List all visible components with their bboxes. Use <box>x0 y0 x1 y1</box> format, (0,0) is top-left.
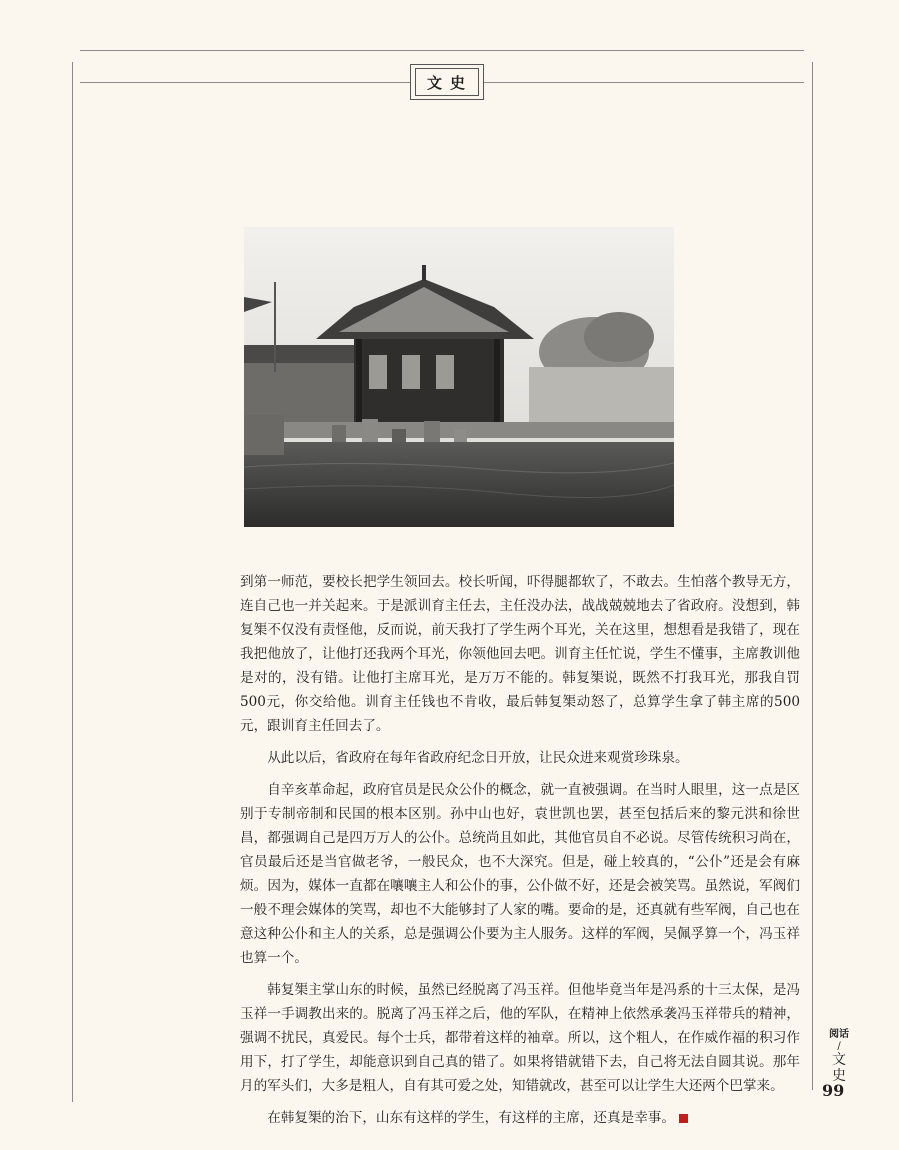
left-rule <box>72 62 73 1102</box>
final-paragraph <box>240 1106 800 1130</box>
page-number: 99 <box>822 1081 845 1100</box>
section-badge <box>410 64 484 100</box>
paragraph: 从此以后，省政府在每年省政府纪念日开放，让民众进来观赏珍珠泉。 <box>267 750 689 766</box>
paragraph: 到第一师范，要校长把学生领回去。校长听闻，吓得腿都软了，不敢去。生怕落个教导无方，连自己也一并关起来。于是派训育主任去，主任没办法，战战兢兢地去了省政府。没想到，韩复榘不仅没有责怪他，反而说，前天我打了学生两个耳光，关在这里，想想看是我错了，现在我把他放了，让他打还我两个耳光，你领他回去吧。训育主任忙说，学生不懂事，主席教训他是对的，没有错。让他打主席耳光，是万万不能的。韩复榘说，既然不打我耳光，那我自罚500元，你交给他。训育主任钱也不肯收，最后韩复榘动怒了，总算学生拿了韩主席的500元，跟训育主任回去了。 <box>240 574 800 734</box>
article-body <box>240 570 800 1138</box>
paragraph: 韩复榘主掌山东的时候，虽然已经脱离了冯玉祥。但他毕竟当年是冯系的十三太保，是冯玉祥一手调教出来的。脱离了冯玉祥之后，他的军队，在精神上依然承袭冯玉祥带兵的精神，强调不扰民，真爱民。每个士兵，都带着这样的袖章。所以，这个粗人，在作威作福的积习作用下，打了学生，却能意识到自己真的错了。如果将错就错下去，自己将无法自圆其说。那年月的军头们，大多是粗人，自有其可爱之处，知错就改，甚至可以让学生大还两个巴掌来。 <box>240 982 800 1094</box>
column-label-b: 文史 <box>832 1052 846 1084</box>
pavilion-photo-icon <box>244 227 674 527</box>
column-label <box>828 1028 850 1084</box>
section-title: 文史 <box>415 68 479 96</box>
final-paragraph-text: 在韩复榘的治下，山东有这样的学生，有这样的主席，还真是幸事。 <box>267 1110 675 1126</box>
pavilion-photo <box>244 227 674 527</box>
column-label-separator: / <box>837 1041 841 1052</box>
right-rule <box>812 62 813 1090</box>
end-mark-icon <box>679 1114 688 1123</box>
paragraph: 自辛亥革命起，政府官员是民众公仆的概念，就一直被强调。在当时人眼里，这一点是区别于专制帝制和民国的根本区别。孙中山也好，袁世凯也罢，甚至包括后来的黎元洪和徐世昌，都强调自己是四万万人的公仆。总统尚且如此，其他官员自不必说。尽管传统积习尚在，官员最后还是当官做老爷，一般民众，也不大深究。但是，碰上较真的，“公仆”还是会有麻烦。因为，媒体一直都在嚷嚷主人和公仆的事，公仆做不好，还是会被笑骂。虽然说，军阀们一般不理会媒体的笑骂，却也不大能够封了人家的嘴。要命的是，还真就有些军阀，自己也在意这种公仆和主人的关系，总是强调公仆要为主人服务。这样的军阀，吴佩孚算一个，冯玉祥也算一个。 <box>240 782 800 966</box>
column-label-a: 阅话 <box>829 1029 849 1040</box>
top-rule <box>80 50 804 51</box>
